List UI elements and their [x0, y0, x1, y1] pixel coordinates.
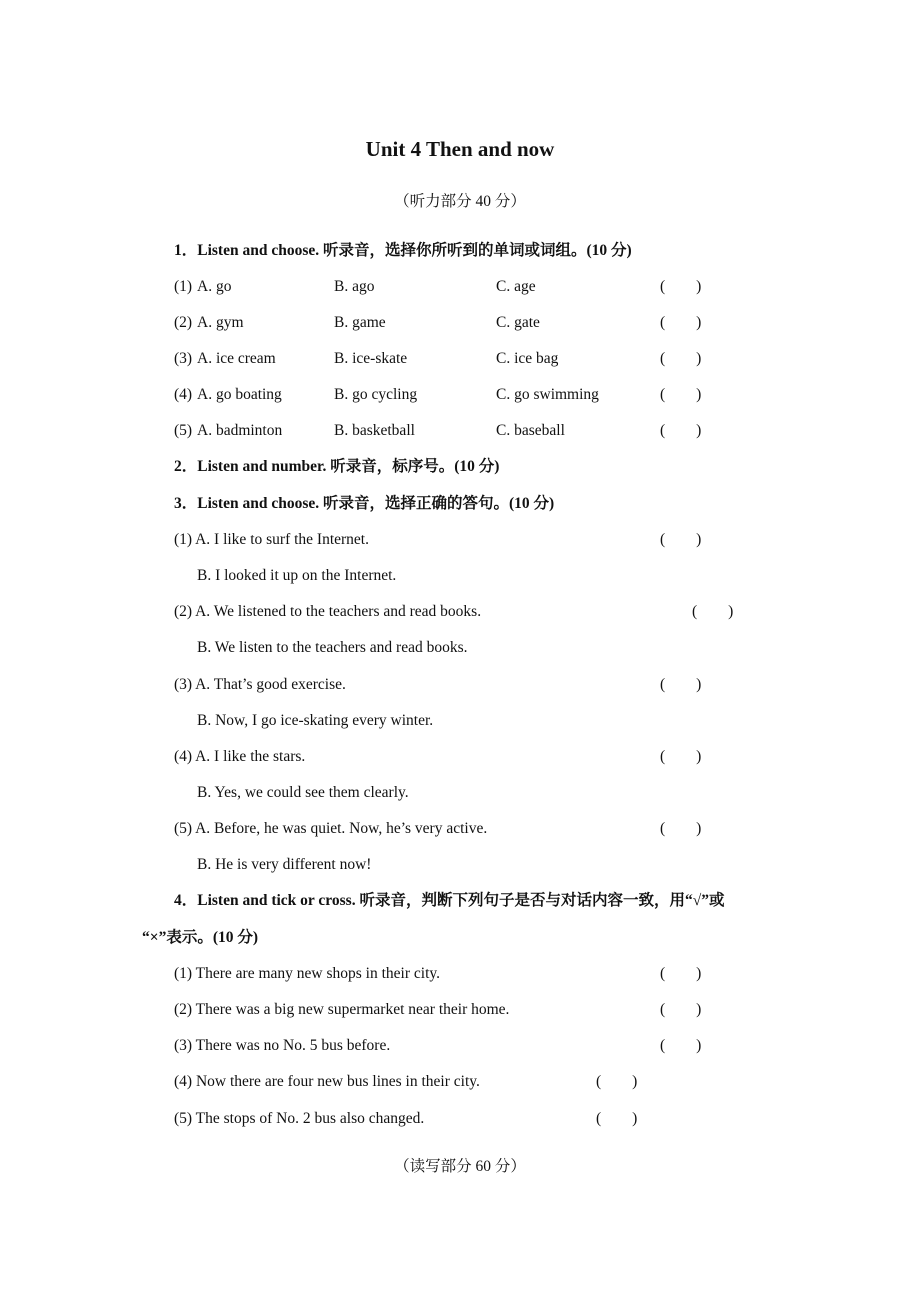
option-a: A. go [197, 278, 232, 295]
item-number: (4) [174, 386, 193, 403]
answer-blank[interactable]: ( ) [660, 278, 702, 295]
option-c: C. age [496, 278, 536, 295]
section-4-heading: 4．Listen and tick or cross. 听录音，判断下列句子是否与对话内容一致，用“√”或 [174, 892, 725, 909]
option-b: B. ago [334, 278, 375, 295]
choice-b: B. He is very different now! [197, 856, 372, 873]
item-number: (5) [174, 422, 193, 439]
option-b: B. game [334, 314, 386, 331]
choice-a: (2) A. We listened to the teachers and read books. [174, 603, 482, 620]
answer-blank[interactable]: ( ) [660, 422, 702, 439]
answer-blank[interactable]: ( ) [660, 820, 702, 837]
choice-b: B. We listen to the teachers and read books. [197, 639, 468, 656]
answer-blank[interactable]: ( ) [660, 1037, 702, 1054]
answer-blank[interactable]: ( ) [596, 1110, 638, 1127]
section-1-heading: 1．Listen and choose. 听录音，选择你所听到的单词或词组。(10 分) [174, 242, 632, 259]
item-number: (1) [174, 278, 193, 295]
statement: (2) There was a big new supermarket near their home. [174, 1001, 510, 1018]
answer-blank[interactable]: ( ) [660, 676, 702, 693]
listening-section-header: （听力部分 40 分） [394, 193, 526, 210]
option-c: C. baseball [496, 422, 565, 439]
option-c: C. ice bag [496, 350, 559, 367]
option-b: B. go cycling [334, 386, 418, 403]
choice-b: B. I looked it up on the Internet. [197, 567, 397, 584]
choice-a: (3) A. That’s good exercise. [174, 676, 346, 693]
reading-section-header: （读写部分 60 分） [394, 1158, 526, 1175]
answer-blank[interactable]: ( ) [660, 1001, 702, 1018]
choice-a: (1) A. I like to surf the Internet. [174, 531, 369, 548]
choice-a: (4) A. I like the stars. [174, 748, 306, 765]
option-a: A. gym [197, 314, 244, 331]
item-number: (2) [174, 314, 193, 331]
item-number: (3) [174, 350, 193, 367]
choice-a: (5) A. Before, he was quiet. Now, he’s very active. [174, 820, 488, 837]
section-3-heading: 3．Listen and choose. 听录音，选择正确的答句。(10 分) [174, 495, 555, 512]
option-b: B. ice-skate [334, 350, 408, 367]
choice-b: B. Now, I go ice-skating every winter. [197, 712, 434, 729]
answer-blank[interactable]: ( ) [660, 386, 702, 403]
answer-blank[interactable]: ( ) [596, 1073, 638, 1090]
option-a: A. ice cream [197, 350, 276, 367]
statement: (1) There are many new shops in their city. [174, 965, 440, 982]
answer-blank[interactable]: ( ) [660, 965, 702, 982]
statement: (4) Now there are four new bus lines in their city. [174, 1073, 480, 1090]
option-b: B. basketball [334, 422, 415, 439]
answer-blank[interactable]: ( ) [660, 350, 702, 367]
statement: (5) The stops of No. 2 bus also changed. [174, 1110, 425, 1127]
answer-blank[interactable]: ( ) [660, 314, 702, 331]
option-c: C. go swimming [496, 386, 599, 403]
page-title: Unit 4 Then and now [365, 137, 555, 161]
option-a: A. go boating [197, 386, 282, 403]
option-c: C. gate [496, 314, 540, 331]
answer-blank[interactable]: ( ) [692, 603, 734, 620]
answer-blank[interactable]: ( ) [660, 748, 702, 765]
option-a: A. badminton [197, 422, 283, 439]
section-4-heading-cont: “×”表示。(10 分) [142, 929, 259, 946]
answer-blank[interactable]: ( ) [660, 531, 702, 548]
statement: (3) There was no No. 5 bus before. [174, 1037, 391, 1054]
section-2-heading: 2．Listen and number. 听录音，标序号。(10 分) [174, 458, 500, 475]
choice-b: B. Yes, we could see them clearly. [197, 784, 409, 801]
